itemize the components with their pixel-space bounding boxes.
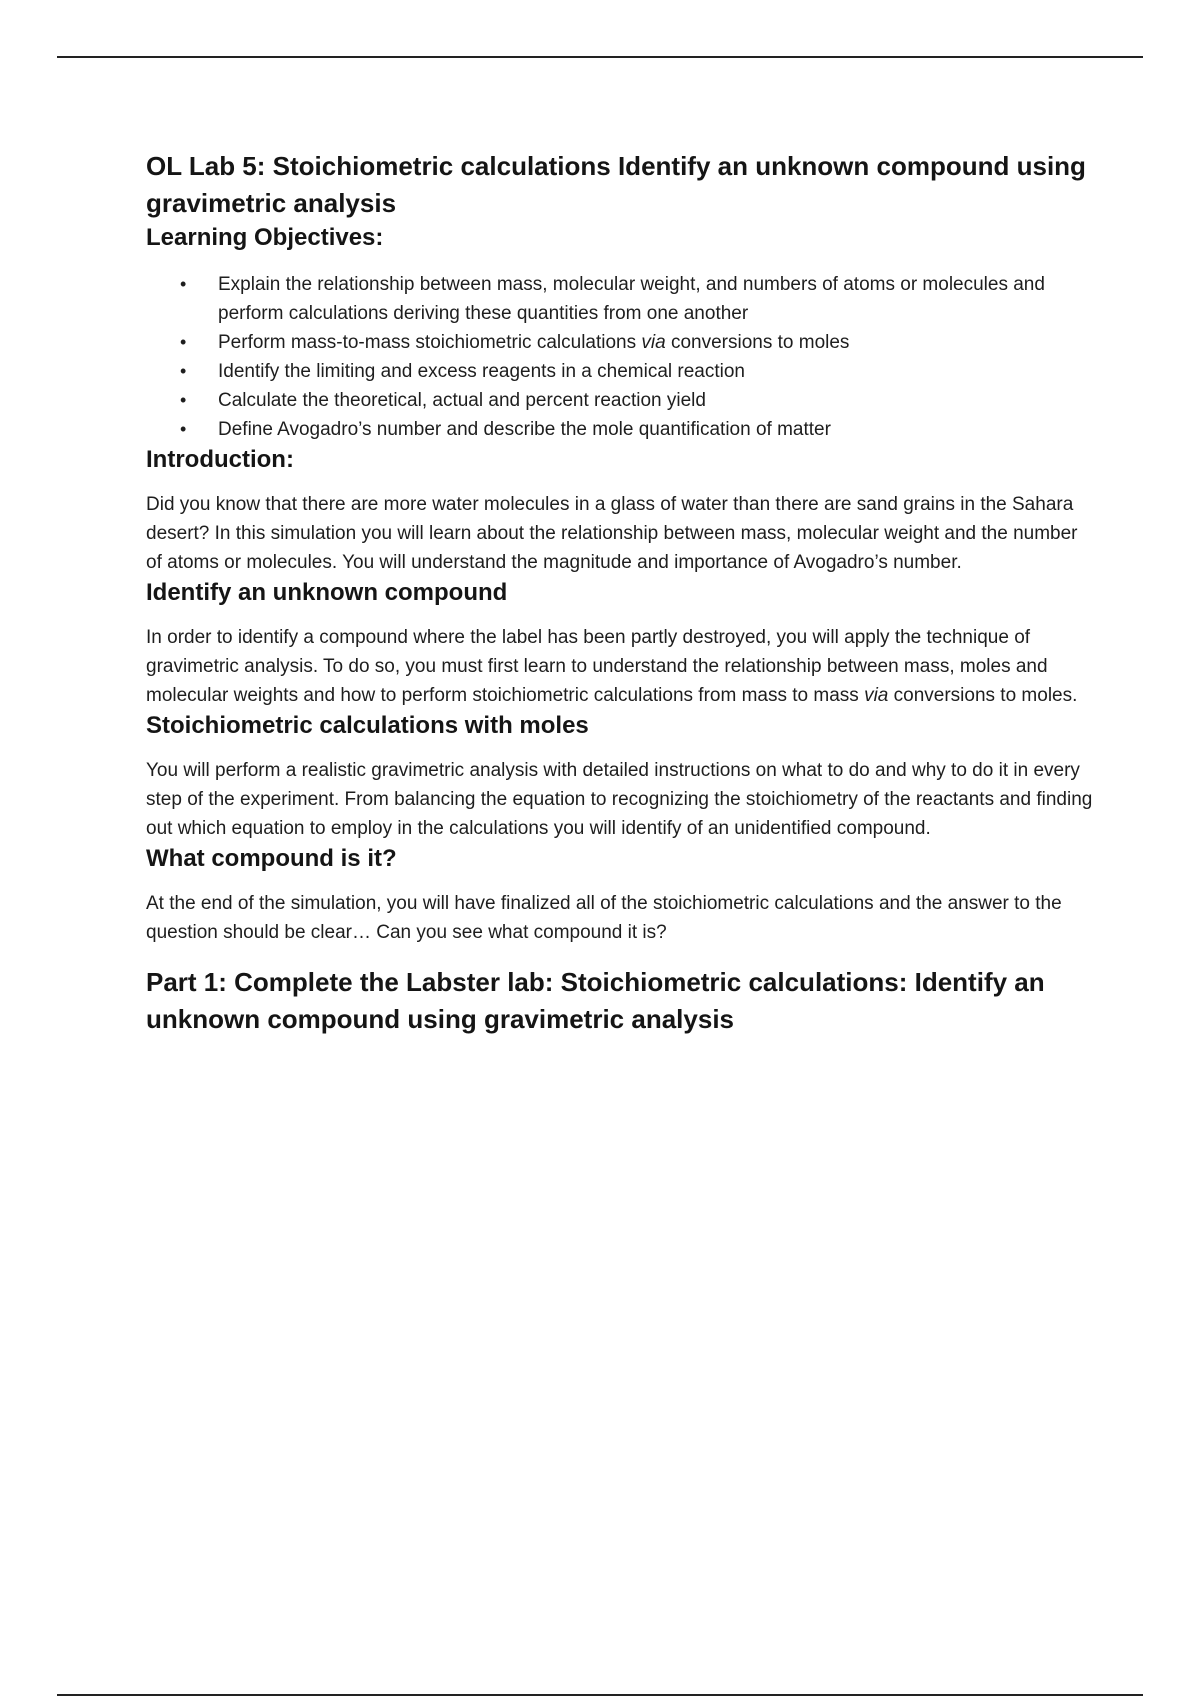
document-title: OL Lab 5: Stoichiometric calculations Identify an unknown compound using gravimetric analysis bbox=[146, 151, 1086, 218]
bullet-icon: • bbox=[180, 274, 187, 294]
bullet-icon: • bbox=[180, 419, 187, 439]
what-compound-paragraph: At the end of the simulation, you will have finalized all of the stoichiometric calculations and the answer to the question should be clear… Can you see what compound it is? bbox=[146, 893, 1062, 943]
text-run: Calculate the theoretical, actual and percent reaction yield bbox=[218, 390, 706, 411]
bullet-icon: • bbox=[180, 390, 187, 410]
bottom-rule bbox=[57, 1694, 1143, 1696]
italic-text: via bbox=[641, 332, 666, 353]
text-run: Perform mass-to-mass stoichiometric calculations bbox=[218, 332, 642, 353]
text-run: Explain the relationship between mass, molecular weight, and numbers of atoms or molecules and perform calculations deriving these quantities from one another bbox=[218, 274, 1045, 324]
top-rule bbox=[57, 56, 1143, 58]
stoichiometric-calculations-heading: Stoichiometric calculations with moles bbox=[146, 712, 589, 739]
part1-heading: Part 1: Complete the Labster lab: Stoichiometric calculations: Identify an unknown compound using gravimetric analysis bbox=[146, 967, 1045, 1034]
objective-item bbox=[180, 386, 1096, 415]
learning-objectives-heading: Learning Objectives: bbox=[146, 224, 384, 251]
text-run: Define Avogadro’s number and describe the mole quantification of matter bbox=[218, 419, 831, 440]
text-run: conversions to moles. bbox=[888, 685, 1078, 706]
objective-item bbox=[180, 415, 1096, 444]
text-run: Identify the limiting and excess reagents in a chemical reaction bbox=[218, 361, 745, 382]
bullet-icon: • bbox=[180, 361, 187, 381]
identify-compound-heading: Identify an unknown compound bbox=[146, 579, 508, 606]
learning-objectives-list bbox=[146, 270, 1096, 444]
stoichiometric-calculations-paragraph: You will perform a realistic gravimetric analysis with detailed instructions on what to do and why to do it in every step of the experiment. From balancing the equation to recognizing the stoichiometry of the reactants and finding out which equation to employ in the calculations you will identify of an unidentified compound. bbox=[146, 760, 1093, 839]
objective-item bbox=[180, 270, 1096, 328]
introduction-paragraph: Did you know that there are more water molecules in a glass of water than there are sand grains in the Sahara desert? In this simulation you will learn about the relationship between mass, molecular weight and the number of atoms or molecules. You will understand the magnitude and importance of Avogadro’s number. bbox=[146, 494, 1078, 573]
text-run: conversions to moles bbox=[665, 332, 850, 353]
what-compound-heading: What compound is it? bbox=[146, 845, 397, 872]
identify-compound-paragraph bbox=[146, 623, 1096, 710]
document-body bbox=[146, 140, 1096, 1038]
objective-item bbox=[180, 357, 1096, 386]
objective-item bbox=[180, 328, 1096, 357]
introduction-heading: Introduction: bbox=[146, 446, 294, 473]
italic-text: via bbox=[864, 685, 889, 706]
bullet-icon: • bbox=[180, 332, 187, 352]
text-run: In order to identify a compound where the label has been partly destroyed, you will apply the technique of gravimetric analysis. To do so, you must first learn to understand the relationship between mass, moles and molecular weights and how to perform stoichiometric calculations from mass to mass bbox=[146, 627, 1048, 706]
